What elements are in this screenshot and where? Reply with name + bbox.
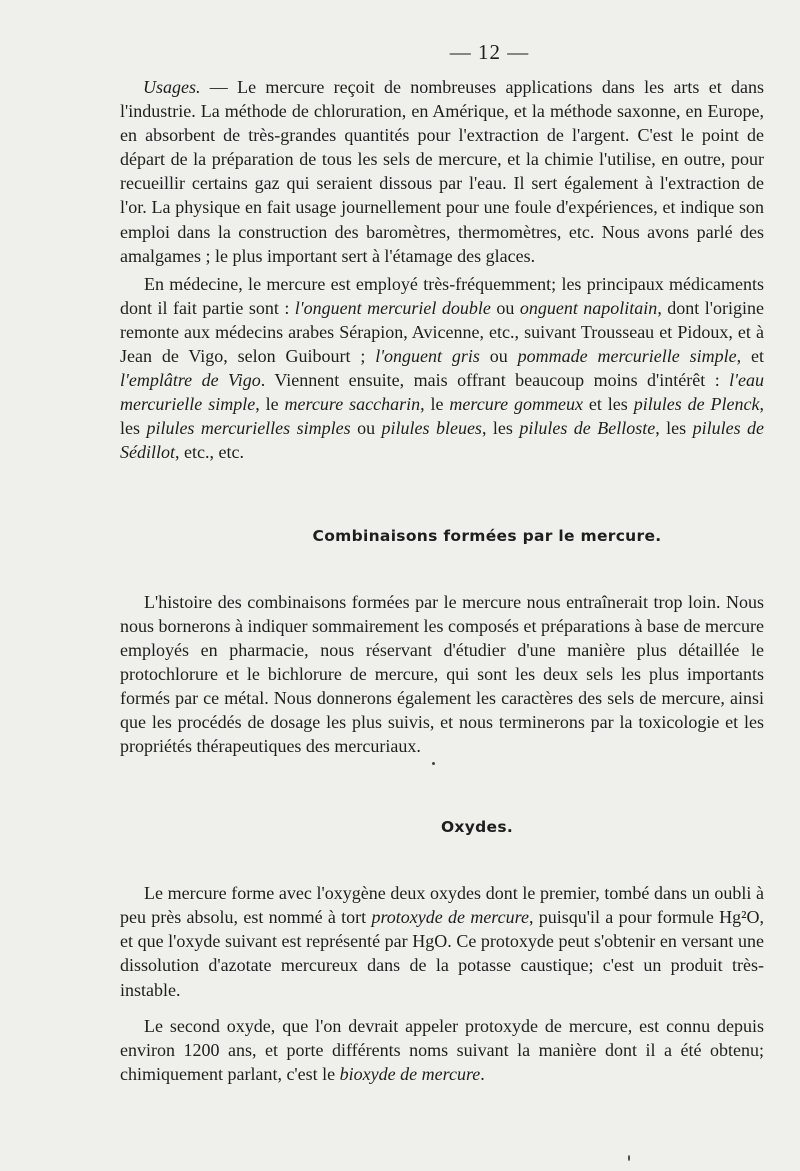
usages-paragraph-2: En médecine, le mercure est employé très-fréquemment; les principaux médicaments dont il fait partie sont : l'onguent mercuriel double ou onguent napolitain, dont l'origine remonte aux médecins arabes Sérapion, Avicenne, etc., suivant Trousseau et Pidoux, et à Jean de Vigo, selon Guibourt ; l'onguent gris ou pommade mercurielle simple, et l'emplâtre de Vigo. Viennent ensuite, mais offrant beaucoup moins d'intérêt : l'eau mercurielle simple, le mercure saccharin, le mercure gommeux et les pilules de Plenck, les pilules mercurielles simples ou pilules bleues, les pilules de Belloste, les pilules de Sédillot, etc., etc. [120,273,765,463]
usages-paragraph-1: Usages. — Le mercure reçoit de nombreuses applications dans les arts et dans l'industrie. La méthode de chloruration, en Amérique, et la méthode saxonne, en Europe, en absorbent de très-grandes quantités pour l'extraction de l'argent. C'est le point de départ de la préparation de tous les sels de mercure, et la chimie l'utilise, en outre, pour recueillir certains gaz qui seraient dissous par l'eau. Il sert également à l'extraction de l'or. La physique en fait usage journellement pour une foule d'expériences, et indique son emploi dans la construction des baromètres, thermomètres, etc. Nous avons parlé des amalgames ; le plus important sert à l'étamage des glaces. [120,77,764,266]
section-heading-combinaisons: Combinaisons formées par le mercure. [312,526,662,545]
scan-speck [432,762,435,765]
combinaisons-paragraph: L'histoire des combinaisons formées par le mercure nous entraînerait trop loin. Nous nous bornerons à indiquer sommairement les composés et préparations à base de mercure employés en pharmacie, nous réservant d'étudier d'une manière plus détaillée le protochlorure et le bichlorure de mercure, qui sont les deux sels les plus importants formés par ce métal. Nous donnerons également les caractères des sels de mercure, ainsi que les procédés de dosage les plus suivis, et nous terminerons par la toxicologie et les propriétés thérapeutiques des mercuriaux. [120,591,764,757]
page-number: — 12 — [449,40,530,64]
usages-section [120,75,764,465]
oxydes-section [120,881,764,1086]
oxydes-paragraph-2: Le second oxyde, que l'on devrait appeler protoxyde de mercure, est connu depuis environ 1200 ans, et porte différents noms suivant la manière dont il a été obtenu; chimiquement parlant, c'est le bioxyde de mercure. [120,1015,764,1084]
scan-speck [628,1155,630,1161]
oxydes-paragraph-1: Le mercure forme avec l'oxygène deux oxydes dont le premier, tombé dans un oubli à peu près absolu, est nommé à tort protoxyde de mercure, puisqu'il a pour formule Hg²O, et que l'oxyde suivant est représenté par HgO. Ce protoxyde peut s'obtenir en versant une dissolution d'azotate mercureux dans de la potasse caustique; c'est un produit très-instable. [120,883,765,1000]
section-heading-oxydes: Oxydes. [440,818,514,837]
usages-lead: Usages. [143,77,201,97]
combinaisons-section [120,590,764,759]
